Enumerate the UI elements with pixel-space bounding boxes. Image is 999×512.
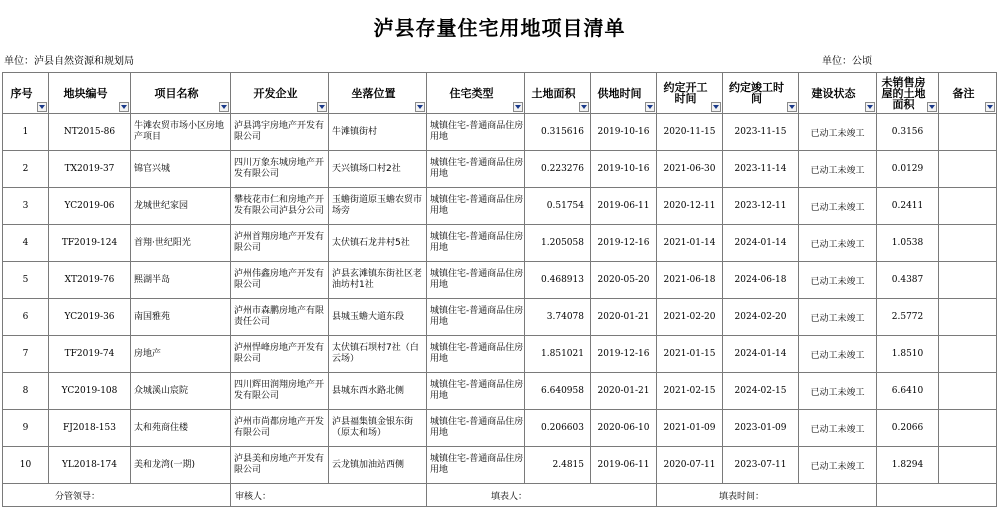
header-label: 约定开工时间	[663, 81, 708, 105]
header-label: 地块编号	[63, 86, 108, 100]
cell-housing-type[interactable]: 城镇住宅-普通商品住房用地	[427, 373, 525, 410]
cell-note[interactable]	[939, 299, 997, 336]
footer-row	[3, 484, 997, 507]
cell-agreed-start[interactable]: 2021-06-18	[657, 262, 723, 299]
header-row	[3, 73, 997, 114]
cell-agreed-finish[interactable]: 2024-06-18	[723, 262, 799, 299]
cell-agreed-start[interactable]: 2021-01-14	[657, 225, 723, 262]
cell-housing-type[interactable]: 城镇住宅-普通商品住房用地	[427, 188, 525, 225]
cell-agreed-finish[interactable]: 2023-01-09	[723, 410, 799, 447]
cell-housing-type[interactable]: 城镇住宅-普通商品住房用地	[427, 114, 525, 151]
cell-project-name[interactable]: 熙湖半岛	[131, 262, 231, 299]
header-housing-type	[427, 73, 525, 114]
cell-note[interactable]	[939, 373, 997, 410]
cell-note[interactable]	[939, 151, 997, 188]
footer-leader-label: 分管领导：	[3, 484, 231, 507]
cell-unsold-area[interactable]: 0.4387	[877, 262, 939, 299]
cell-agreed-start[interactable]: 2021-01-15	[657, 336, 723, 373]
cell-land-area[interactable]: 0.468913	[525, 262, 591, 299]
filter-dropdown-icon[interactable]	[513, 102, 523, 112]
cell-developer[interactable]: 泸县鸿宇房地产开发有限公司	[231, 114, 329, 151]
unit-row	[0, 52, 999, 72]
table-row	[3, 188, 997, 225]
header-label: 序号	[10, 86, 33, 100]
table-row	[3, 336, 997, 373]
cell-supply-date[interactable]: 2019-12-16	[591, 225, 657, 262]
header-project-name	[131, 73, 231, 114]
cell-housing-type[interactable]: 城镇住宅-普通商品住房用地	[427, 299, 525, 336]
cell-seq[interactable]: 4	[3, 225, 49, 262]
cell-developer[interactable]: 四川辉田润翔房地产开发有限公司	[231, 373, 329, 410]
cell-agreed-finish[interactable]: 2024-02-20	[723, 299, 799, 336]
cell-note[interactable]	[939, 336, 997, 373]
table-row	[3, 114, 997, 151]
cell-housing-type[interactable]: 城镇住宅-普通商品住房用地	[427, 151, 525, 188]
cell-plot-code[interactable]: YC2019-108	[49, 373, 131, 410]
cell-seq[interactable]: 10	[3, 447, 49, 484]
cell-agreed-start[interactable]: 2020-12-11	[657, 188, 723, 225]
cell-note[interactable]	[939, 225, 997, 262]
cell-supply-date[interactable]: 2019-06-11	[591, 447, 657, 484]
cell-project-name[interactable]: 美和龙湾(一期)	[131, 447, 231, 484]
cell-location[interactable]: 县城东西水路北侧	[329, 373, 427, 410]
cell-developer[interactable]: 四川万象东城房地产开发有限公司	[231, 151, 329, 188]
cell-location[interactable]: 泸县福集镇金银东街（原太和场）	[329, 410, 427, 447]
filter-dropdown-icon[interactable]	[985, 102, 995, 112]
cell-agreed-start[interactable]: 2020-11-15	[657, 114, 723, 151]
cell-note[interactable]	[939, 262, 997, 299]
table-row	[3, 299, 997, 336]
header-developer	[231, 73, 329, 114]
cell-supply-date[interactable]: 2020-05-20	[591, 262, 657, 299]
cell-agreed-finish[interactable]: 2023-11-14	[723, 151, 799, 188]
page-title: 泸县存量住宅用地项目清单	[373, 15, 626, 40]
cell-seq[interactable]: 6	[3, 299, 49, 336]
cell-supply-date[interactable]: 2019-10-16	[591, 114, 657, 151]
cell-note[interactable]	[939, 447, 997, 484]
cell-land-area[interactable]: 3.74078	[525, 299, 591, 336]
header-label: 未销售房屋的土地面积	[881, 75, 926, 111]
cell-plot-code[interactable]: NT2015-86	[49, 114, 131, 151]
table-row	[3, 373, 997, 410]
cell-seq[interactable]: 1	[3, 114, 49, 151]
cell-agreed-start[interactable]: 2021-06-30	[657, 151, 723, 188]
cell-developer[interactable]: 泸州伟鑫房地产开发有限公司	[231, 262, 329, 299]
cell-build-status[interactable]: 已动工未竣工	[799, 262, 877, 299]
filter-dropdown-icon[interactable]	[711, 102, 721, 112]
cell-developer[interactable]: 泸州市尚都房地产开发有限公司	[231, 410, 329, 447]
cell-agreed-finish[interactable]: 2023-11-15	[723, 114, 799, 151]
cell-agreed-start[interactable]: 2021-01-09	[657, 410, 723, 447]
footer-empty-cell	[877, 484, 997, 507]
header-label: 坐落位置	[351, 86, 396, 100]
cell-plot-code[interactable]: YL2018-174	[49, 447, 131, 484]
header-label: 供地时间	[597, 86, 642, 100]
cell-unsold-area[interactable]: 1.0538	[877, 225, 939, 262]
header-land-area	[525, 73, 591, 114]
cell-unsold-area[interactable]: 2.5772	[877, 299, 939, 336]
cell-project-name[interactable]: 太和苑商住楼	[131, 410, 231, 447]
table-row	[3, 225, 997, 262]
table-row	[3, 262, 997, 299]
land-table	[2, 72, 997, 507]
cell-land-area[interactable]: 2.4815	[525, 447, 591, 484]
cell-note[interactable]	[939, 114, 997, 151]
cell-plot-code[interactable]: YC2019-06	[49, 188, 131, 225]
cell-unsold-area[interactable]: 0.2411	[877, 188, 939, 225]
cell-housing-type[interactable]: 城镇住宅-普通商品住房用地	[427, 447, 525, 484]
filter-dropdown-icon[interactable]	[37, 102, 47, 112]
cell-agreed-finish[interactable]: 2024-02-15	[723, 373, 799, 410]
cell-unsold-area[interactable]: 1.8294	[877, 447, 939, 484]
cell-housing-type[interactable]: 城镇住宅-普通商品住房用地	[427, 262, 525, 299]
cell-land-area[interactable]: 0.206603	[525, 410, 591, 447]
cell-land-area[interactable]: 0.315616	[525, 114, 591, 151]
header-label: 土地面积	[531, 86, 576, 100]
cell-plot-code[interactable]: TF2019-124	[49, 225, 131, 262]
header-plot-code	[49, 73, 131, 114]
footer-filler-label: 填表人：	[427, 484, 657, 507]
filter-dropdown-icon[interactable]	[927, 102, 937, 112]
cell-plot-code[interactable]: TX2019-37	[49, 151, 131, 188]
cell-build-status[interactable]: 已动工未竣工	[799, 447, 877, 484]
cell-build-status[interactable]: 已动工未竣工	[799, 188, 877, 225]
cell-developer[interactable]: 泸州悍峰房地产开发有限公司	[231, 336, 329, 373]
header-label: 项目名称	[154, 86, 199, 100]
cell-location[interactable]: 玉蟾街道原玉蟾农贸市场旁	[329, 188, 427, 225]
cell-location[interactable]: 云龙镇加油站西侧	[329, 447, 427, 484]
cell-plot-code[interactable]: XT2019-76	[49, 262, 131, 299]
cell-land-area[interactable]: 0.223276	[525, 151, 591, 188]
footer-reviewer-label: 审核人：	[231, 484, 427, 507]
header-label: 住宅类型	[449, 86, 494, 100]
filter-dropdown-icon[interactable]	[219, 102, 229, 112]
cell-location[interactable]: 太伏镇石坝村7社（白云场）	[329, 336, 427, 373]
cell-project-name[interactable]: 牛滩农贸市场小区房地产项目	[131, 114, 231, 151]
cell-supply-date[interactable]: 2019-12-16	[591, 336, 657, 373]
header-build-status	[799, 73, 877, 114]
cell-build-status[interactable]: 已动工未竣工	[799, 410, 877, 447]
cell-supply-date[interactable]: 2020-06-10	[591, 410, 657, 447]
cell-housing-type[interactable]: 城镇住宅-普通商品住房用地	[427, 336, 525, 373]
header-location	[329, 73, 427, 114]
cell-project-name[interactable]: 房地产	[131, 336, 231, 373]
cell-note[interactable]	[939, 188, 997, 225]
unit-right-label: 单位：公顷	[822, 56, 872, 67]
table-row	[3, 447, 997, 484]
header-label: 开发企业	[253, 86, 298, 100]
filter-dropdown-icon[interactable]	[787, 102, 797, 112]
table-row	[3, 151, 997, 188]
table-body	[3, 114, 997, 484]
cell-project-name[interactable]: 龙城世纪家园	[131, 188, 231, 225]
header-label: 建设状态	[811, 86, 856, 100]
filter-dropdown-icon[interactable]	[317, 102, 327, 112]
cell-developer[interactable]: 泸州首翔房地产开发有限公司	[231, 225, 329, 262]
cell-agreed-start[interactable]: 2021-02-20	[657, 299, 723, 336]
cell-location[interactable]: 泸县玄滩镇东街社区老油坊村1社	[329, 262, 427, 299]
filter-dropdown-icon[interactable]	[579, 102, 589, 112]
cell-seq[interactable]: 8	[3, 373, 49, 410]
cell-supply-date[interactable]: 2019-10-16	[591, 151, 657, 188]
cell-developer[interactable]: 泸州市森鹏房地产有限责任公司	[231, 299, 329, 336]
cell-supply-date[interactable]: 2019-06-11	[591, 188, 657, 225]
cell-project-name[interactable]: 众城溪山宸院	[131, 373, 231, 410]
header-label: 备注	[952, 86, 975, 100]
cell-plot-code[interactable]: FJ2018-153	[49, 410, 131, 447]
cell-location[interactable]: 县城玉蟾大道东段	[329, 299, 427, 336]
cell-seq[interactable]: 5	[3, 262, 49, 299]
header-unsold-area	[877, 73, 939, 114]
cell-build-status[interactable]: 已动工未竣工	[799, 114, 877, 151]
cell-location[interactable]: 牛滩镇街村	[329, 114, 427, 151]
cell-agreed-finish[interactable]: 2024-01-14	[723, 336, 799, 373]
cell-project-name[interactable]: 首翔·世纪阳光	[131, 225, 231, 262]
cell-seq[interactable]: 2	[3, 151, 49, 188]
cell-build-status[interactable]: 已动工未竣工	[799, 299, 877, 336]
header-seq	[3, 73, 49, 114]
cell-housing-type[interactable]: 城镇住宅-普通商品住房用地	[427, 225, 525, 262]
cell-build-status[interactable]: 已动工未竣工	[799, 225, 877, 262]
cell-seq[interactable]: 3	[3, 188, 49, 225]
cell-build-status[interactable]: 已动工未竣工	[799, 373, 877, 410]
cell-unsold-area[interactable]: 1.8510	[877, 336, 939, 373]
cell-land-area[interactable]: 6.640958	[525, 373, 591, 410]
cell-unsold-area[interactable]: 0.3156	[877, 114, 939, 151]
cell-land-area[interactable]: 1.205058	[525, 225, 591, 262]
filter-dropdown-icon[interactable]	[119, 102, 129, 112]
cell-developer[interactable]: 泸县美和房地产开发有限公司	[231, 447, 329, 484]
cell-seq[interactable]: 7	[3, 336, 49, 373]
cell-project-name[interactable]: 南国雅苑	[131, 299, 231, 336]
footer-fill-time-label: 填表时间：	[657, 484, 877, 507]
filter-dropdown-icon[interactable]	[415, 102, 425, 112]
filter-dropdown-icon[interactable]	[645, 102, 655, 112]
cell-plot-code[interactable]: YC2019-36	[49, 299, 131, 336]
cell-unsold-area[interactable]: 0.2066	[877, 410, 939, 447]
cell-land-area[interactable]: 0.51754	[525, 188, 591, 225]
cell-agreed-finish[interactable]: 2023-07-11	[723, 447, 799, 484]
table-row	[3, 410, 997, 447]
cell-housing-type[interactable]: 城镇住宅-普通商品住房用地	[427, 410, 525, 447]
cell-agreed-finish[interactable]: 2023-12-11	[723, 188, 799, 225]
cell-build-status[interactable]: 已动工未竣工	[799, 151, 877, 188]
cell-agreed-start[interactable]: 2020-07-11	[657, 447, 723, 484]
cell-unsold-area[interactable]: 6.6410	[877, 373, 939, 410]
cell-agreed-start[interactable]: 2021-02-15	[657, 373, 723, 410]
cell-supply-date[interactable]: 2020-01-21	[591, 373, 657, 410]
cell-agreed-finish[interactable]: 2024-01-14	[723, 225, 799, 262]
cell-developer[interactable]: 攀枝花市仁和房地产开发有限公司泸县分公司	[231, 188, 329, 225]
header-agreed-start	[657, 73, 723, 114]
cell-plot-code[interactable]: TF2019-74	[49, 336, 131, 373]
cell-location[interactable]: 太伏镇石龙井村5社	[329, 225, 427, 262]
header-supply-date	[591, 73, 657, 114]
cell-project-name[interactable]: 锦官兴城	[131, 151, 231, 188]
cell-note[interactable]	[939, 410, 997, 447]
cell-supply-date[interactable]: 2020-01-21	[591, 299, 657, 336]
cell-location[interactable]: 天兴镇场口村2社	[329, 151, 427, 188]
header-label: 约定竣工时间	[729, 81, 784, 105]
unit-left-label: 单位：泸县自然资源和规划局	[4, 56, 134, 67]
header-note	[939, 73, 997, 114]
filter-dropdown-icon[interactable]	[865, 102, 875, 112]
cell-unsold-area[interactable]: 0.0129	[877, 151, 939, 188]
cell-seq[interactable]: 9	[3, 410, 49, 447]
header-agreed-finish	[723, 73, 799, 114]
cell-build-status[interactable]: 已动工未竣工	[799, 336, 877, 373]
cell-land-area[interactable]: 1.851021	[525, 336, 591, 373]
